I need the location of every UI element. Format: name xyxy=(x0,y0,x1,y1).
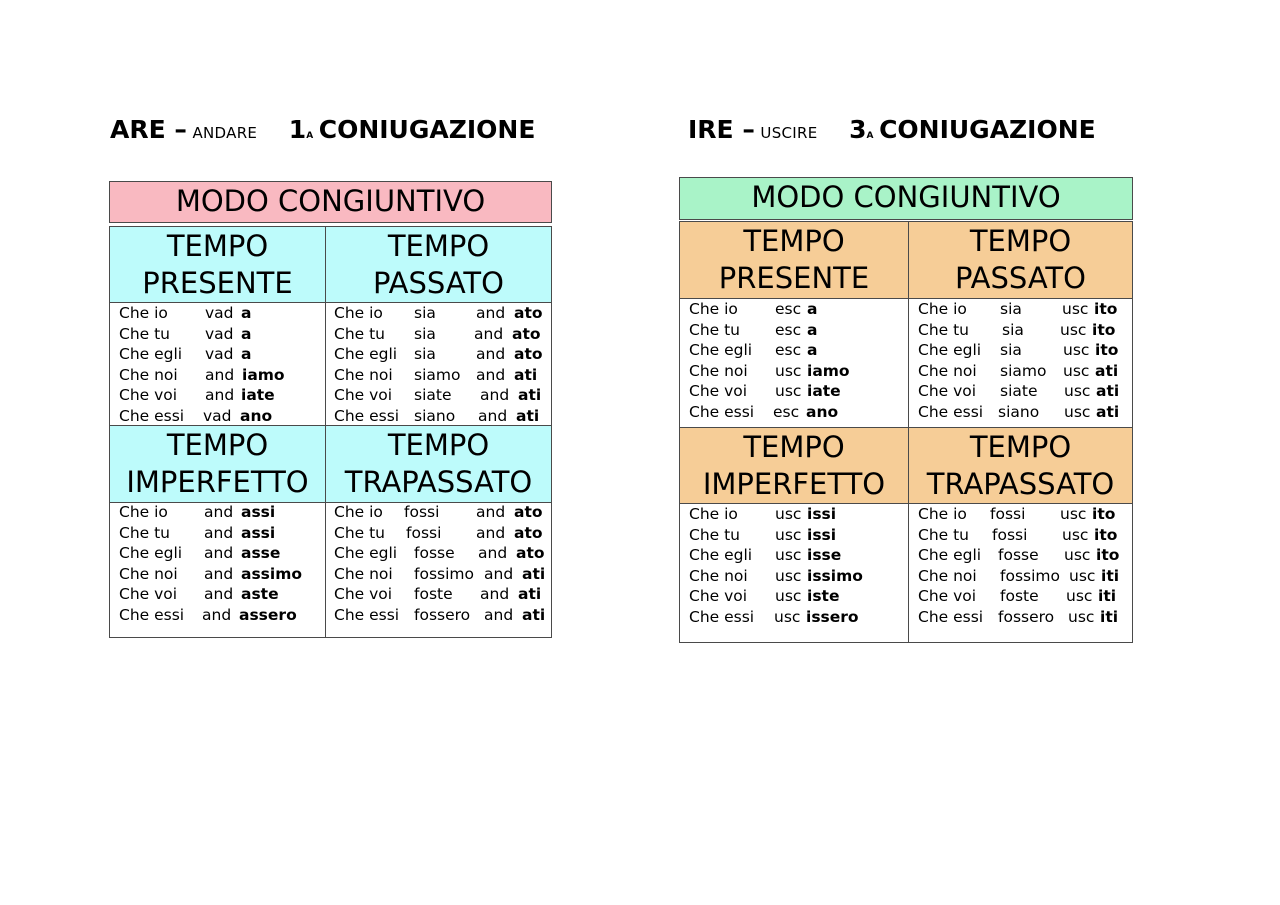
cell-text: Che tu xyxy=(334,324,386,343)
table-row xyxy=(334,386,549,407)
cell-text: siamo xyxy=(1000,361,1047,380)
cell-text: Che essi xyxy=(334,406,400,425)
right-tense-grid xyxy=(679,221,1133,643)
verb-ending: ato xyxy=(516,544,545,563)
table-row xyxy=(334,503,549,524)
right-passato-rows xyxy=(918,300,1132,424)
right-trapassato-rows xyxy=(918,505,1132,629)
cell-text: usc xyxy=(775,505,802,523)
cell-text: Che io xyxy=(334,304,383,322)
verb-ending: assi xyxy=(241,503,276,521)
verb-ending: a xyxy=(807,341,818,360)
left-heading xyxy=(110,117,535,142)
cell-text: usc xyxy=(1068,607,1095,626)
table-row xyxy=(918,321,1132,342)
right-label: CONIUGAZIONE xyxy=(879,115,1096,144)
verb-ending: iamo xyxy=(807,361,850,380)
cell-text: Che tu xyxy=(334,523,386,542)
table-row xyxy=(119,304,324,325)
cell-text: fossi xyxy=(406,523,442,542)
cell-text: Che io xyxy=(918,505,967,523)
verb-ending: a xyxy=(807,300,818,318)
cell-text: Che tu xyxy=(119,523,171,542)
verb-ending: iti xyxy=(1098,587,1117,606)
verb-ending: ito xyxy=(1094,525,1118,544)
table-row xyxy=(334,544,549,565)
cell-text: fossero xyxy=(414,605,471,624)
cell-text: Che io xyxy=(119,503,168,521)
right-imperfetto-rows xyxy=(689,505,907,629)
right-trapassato-header: TEMPO TRAPASSATO xyxy=(909,428,1132,503)
cell-text: usc xyxy=(1064,382,1091,401)
right-ordinal: A xyxy=(866,131,874,141)
table-row xyxy=(119,524,324,545)
verb-ending: issimo xyxy=(807,566,863,585)
cell-text: esc xyxy=(773,402,800,421)
cell-text: vad xyxy=(205,304,234,322)
verb-ending: assero xyxy=(239,605,297,624)
cell-text: Che noi xyxy=(119,365,178,384)
verb-ending: a xyxy=(241,304,252,322)
verb-ending: ano xyxy=(806,402,839,421)
verb-ending: ati xyxy=(1096,402,1120,421)
verb-ending: ito xyxy=(1094,300,1118,318)
cell-text: Che voi xyxy=(689,382,748,401)
cell-text: siate xyxy=(1000,382,1038,401)
verb-ending: ati xyxy=(518,386,542,405)
table-row xyxy=(918,567,1132,588)
verb-ending: ito xyxy=(1092,320,1116,339)
cell-text: usc xyxy=(1064,402,1091,421)
cell-text: usc xyxy=(1060,505,1087,523)
table-row xyxy=(119,386,324,407)
verb-ending: iti xyxy=(1100,607,1119,626)
table-row xyxy=(689,321,907,342)
table-row xyxy=(918,505,1132,526)
cell-text: and xyxy=(204,564,234,583)
cell-text: usc xyxy=(1063,341,1090,360)
verb-ending: issero xyxy=(806,607,859,626)
cell-text: siano xyxy=(998,402,1040,421)
table-row xyxy=(689,403,907,424)
table-row xyxy=(119,366,324,387)
cell-text: and xyxy=(476,365,506,384)
table-row xyxy=(689,300,907,321)
table-row xyxy=(689,587,907,608)
cell-text: Che io xyxy=(689,300,738,318)
right-number: 3 xyxy=(849,115,867,144)
table-row xyxy=(918,362,1132,383)
cell-text: and xyxy=(205,386,235,405)
cell-text: and xyxy=(476,503,506,521)
verb-ending: ati xyxy=(516,406,540,425)
cell-text: usc xyxy=(775,525,802,544)
table-row xyxy=(334,585,549,606)
cell-text: Che noi xyxy=(689,566,748,585)
cell-text: and xyxy=(204,544,234,563)
cell-text: usc xyxy=(775,587,802,606)
verb-ending: ato xyxy=(512,324,541,343)
table-row xyxy=(689,567,907,588)
cell-text: and xyxy=(480,585,510,604)
cell-text: usc xyxy=(1064,546,1091,565)
cell-text: fossimo xyxy=(1000,566,1060,585)
verb-ending: iamo xyxy=(242,365,285,384)
cell-text: sia xyxy=(1000,300,1022,318)
cell-text: usc xyxy=(1069,566,1096,585)
left-presente-header: TEMPO PRESENTE xyxy=(110,227,325,302)
cell-text: usc xyxy=(1062,525,1089,544)
verb-ending: ato xyxy=(514,503,543,521)
cell-text: Che io xyxy=(918,300,967,318)
cell-text: Che voi xyxy=(689,587,748,606)
table-row xyxy=(689,382,907,403)
table-row xyxy=(334,565,549,586)
cell-text: Che tu xyxy=(119,324,171,343)
verb-ending: ano xyxy=(240,406,273,425)
left-verb-suffix: ARE – xyxy=(110,115,187,144)
cell-text: and xyxy=(474,324,504,343)
verb-ending: ati xyxy=(518,585,542,604)
table-row xyxy=(334,345,549,366)
table-row xyxy=(334,325,549,346)
cell-text: fossimo xyxy=(414,564,474,583)
table-row xyxy=(918,546,1132,567)
cell-text: and xyxy=(204,503,234,521)
cell-text: siano xyxy=(414,406,456,425)
cell-text: Che io xyxy=(119,304,168,322)
table-row xyxy=(119,606,324,627)
verb-ending: ito xyxy=(1096,546,1120,565)
cell-text: siate xyxy=(414,386,452,405)
verb-ending: issi xyxy=(807,525,837,544)
table-row xyxy=(119,345,324,366)
cell-text: Che noi xyxy=(918,361,977,380)
cell-text: Che essi xyxy=(918,402,984,421)
cell-text: Che voi xyxy=(334,585,393,604)
cell-text: esc xyxy=(775,300,802,318)
cell-text: usc xyxy=(775,361,802,380)
cell-text: Che noi xyxy=(689,361,748,380)
cell-text: fosse xyxy=(414,544,455,563)
cell-text: Che voi xyxy=(119,585,178,604)
cell-text: Che essi xyxy=(119,605,185,624)
table-row xyxy=(918,526,1132,547)
left-trapassato-rows xyxy=(334,503,549,627)
table-row xyxy=(689,608,907,629)
right-presente-header: TEMPO PRESENTE xyxy=(680,222,908,298)
cell-text: foste xyxy=(1000,587,1039,606)
table-row xyxy=(918,403,1132,424)
cell-text: Che egli xyxy=(918,546,982,565)
right-verb: USCIRE xyxy=(760,124,818,142)
cell-text: Che io xyxy=(334,503,383,521)
cell-text: esc xyxy=(775,320,802,339)
verb-ending: a xyxy=(241,324,252,343)
left-trapassato-header: TEMPO TRAPASSATO xyxy=(326,426,551,502)
cell-text: usc xyxy=(774,607,801,626)
cell-text: usc xyxy=(1066,587,1093,606)
cell-text: Che essi xyxy=(918,607,984,626)
cell-text: fossero xyxy=(998,607,1055,626)
cell-text: Che io xyxy=(689,505,738,523)
table-row xyxy=(119,544,324,565)
table-row xyxy=(918,300,1132,321)
table-row xyxy=(689,341,907,362)
verb-ending: a xyxy=(807,320,818,339)
cell-text: Che voi xyxy=(334,386,393,405)
cell-text: Che essi xyxy=(689,607,755,626)
cell-text: usc xyxy=(775,566,802,585)
right-heading xyxy=(688,117,1096,142)
left-presente-rows xyxy=(119,304,324,428)
left-tense-grid xyxy=(109,226,552,638)
cell-text: vad xyxy=(205,345,234,364)
table-row xyxy=(689,526,907,547)
cell-text: Che noi xyxy=(334,365,393,384)
cell-text: Che egli xyxy=(334,345,398,364)
verb-ending: ati xyxy=(522,605,546,624)
verb-ending: ato xyxy=(514,523,543,542)
table-row xyxy=(918,341,1132,362)
cell-text: usc xyxy=(1060,320,1087,339)
cell-text: Che tu xyxy=(918,320,970,339)
left-passato-header: TEMPO PASSATO xyxy=(326,227,551,302)
verb-ending: ato xyxy=(514,345,543,364)
cell-text: usc xyxy=(775,546,802,565)
table-row xyxy=(918,382,1132,403)
cell-text: and xyxy=(484,564,514,583)
verb-ending: assi xyxy=(241,523,276,542)
verb-ending: iste xyxy=(807,587,840,606)
cell-text: fossi xyxy=(992,525,1028,544)
table-row xyxy=(334,366,549,387)
cell-text: esc xyxy=(775,341,802,360)
verb-ending: iate xyxy=(241,386,275,405)
verb-ending: iti xyxy=(1101,566,1120,585)
verb-ending: aste xyxy=(241,585,279,604)
table-row xyxy=(689,505,907,526)
cell-text: and xyxy=(476,304,506,322)
cell-text: fossi xyxy=(990,505,1026,523)
verb-ending: issi xyxy=(807,505,837,523)
cell-text: and xyxy=(480,386,510,405)
left-imperfetto-rows xyxy=(119,503,324,627)
table-row xyxy=(918,608,1132,629)
right-verb-suffix: IRE – xyxy=(688,115,755,144)
cell-text: usc xyxy=(1063,361,1090,380)
table-row xyxy=(334,606,549,627)
cell-text: sia xyxy=(414,304,436,322)
cell-text: Che tu xyxy=(689,320,741,339)
cell-text: and xyxy=(204,523,234,542)
verb-ending: ato xyxy=(514,304,543,322)
cell-text: and xyxy=(204,585,234,604)
cell-text: sia xyxy=(414,345,436,364)
table-row xyxy=(119,585,324,606)
table-row xyxy=(689,546,907,567)
right-passato-header: TEMPO PASSATO xyxy=(909,222,1132,298)
table-row xyxy=(918,587,1132,608)
cell-text: and xyxy=(205,365,235,384)
cell-text: sia xyxy=(1002,320,1024,339)
left-verb: ANDARE xyxy=(192,124,258,142)
right-mode-banner: MODO CONGIUNTIVO xyxy=(679,177,1133,220)
cell-text: and xyxy=(478,406,508,425)
cell-text: and xyxy=(202,605,232,624)
cell-text: Che egli xyxy=(689,546,753,565)
cell-text: Che egli xyxy=(334,544,398,563)
cell-text: sia xyxy=(414,324,436,343)
cell-text: and xyxy=(484,605,514,624)
left-ordinal: A xyxy=(306,131,314,141)
verb-ending: ati xyxy=(1095,361,1119,380)
cell-text: and xyxy=(476,523,506,542)
cell-text: vad xyxy=(203,406,232,425)
verb-ending: a xyxy=(241,345,252,364)
left-mode-banner: MODO CONGIUNTIVO xyxy=(109,181,552,223)
left-label: CONIUGAZIONE xyxy=(318,115,536,144)
table-row xyxy=(119,565,324,586)
cell-text: vad xyxy=(205,324,234,343)
cell-text: Che egli xyxy=(119,544,183,563)
verb-ending: asse xyxy=(241,544,281,563)
cell-text: Che tu xyxy=(918,525,970,544)
table-row xyxy=(119,325,324,346)
cell-text: Che noi xyxy=(334,564,393,583)
right-imperfetto-header: TEMPO IMPERFETTO xyxy=(680,428,908,503)
cell-text: Che voi xyxy=(918,587,977,606)
cell-text: and xyxy=(476,345,506,364)
verb-ending: ito xyxy=(1092,505,1116,523)
cell-text: siamo xyxy=(414,365,461,384)
cell-text: Che tu xyxy=(689,525,741,544)
cell-text: usc xyxy=(1062,300,1089,318)
cell-text: Che voi xyxy=(119,386,178,405)
cell-text: Che essi xyxy=(119,406,185,425)
verb-ending: iate xyxy=(807,382,841,401)
cell-text: usc xyxy=(775,382,802,401)
cell-text: Che noi xyxy=(119,564,178,583)
verb-ending: isse xyxy=(807,546,842,565)
cell-text: foste xyxy=(414,585,453,604)
cell-text: fossi xyxy=(404,503,440,521)
left-imperfetto-header: TEMPO IMPERFETTO xyxy=(110,426,325,502)
cell-text: and xyxy=(478,544,508,563)
table-row xyxy=(334,304,549,325)
cell-text: Che voi xyxy=(918,382,977,401)
left-passato-rows xyxy=(334,304,549,428)
verb-ending: ati xyxy=(514,365,538,384)
verb-ending: ito xyxy=(1095,341,1119,360)
cell-text: fosse xyxy=(998,546,1039,565)
left-number: 1 xyxy=(288,115,307,144)
verb-ending: ati xyxy=(522,564,546,583)
table-row xyxy=(689,362,907,383)
table-row xyxy=(119,503,324,524)
cell-text: Che egli xyxy=(119,345,183,364)
table-row xyxy=(334,524,549,545)
cell-text: Che noi xyxy=(918,566,977,585)
cell-text: sia xyxy=(1000,341,1022,360)
cell-text: Che essi xyxy=(334,605,400,624)
right-presente-rows xyxy=(689,300,907,424)
verb-ending: ati xyxy=(1096,382,1120,401)
cell-text: Che egli xyxy=(918,341,982,360)
verb-ending: assimo xyxy=(241,564,303,583)
cell-text: Che essi xyxy=(689,402,755,421)
cell-text: Che egli xyxy=(689,341,753,360)
